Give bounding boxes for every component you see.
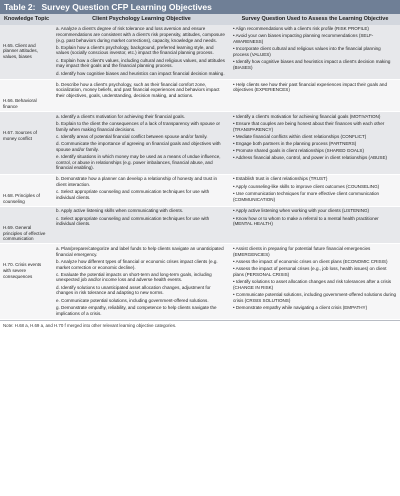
learning-objective-item: e. Communicate potential solutions, including government-offered solutions. [56,297,209,303]
learning-objective-item: b. Explain to the client the consequences of a lack of transparency with spouse or family when making financial decisions. [56,120,221,132]
learning-objective-item: b. Describe how a client's psychology, such as their financial comfort zone, socialization, money beliefs, and past financial experiences and behaviors impact their objectives, goals, understanding, decision making, and actions. [56,81,220,99]
learning-objective-item: b. Analyze how different types of financial or economic crises impact clients (e.g. market correction or economic decline). [56,258,218,270]
survey-question-cell [230,112,400,175]
learning-objective-cell [53,112,230,175]
table-title [0,0,400,14]
learning-objective-item: c. Select appropriate counseling and communication techniques for use with individual clients. [56,215,210,227]
survey-question-item: • Ensure that couples are being honest about their finances with each other (TRANSPARENCY) [233,120,385,132]
knowledge-topic-cell: H.68. Principles of counseling [0,174,53,206]
learning-objective-cell [53,174,230,206]
table-row [0,25,400,80]
table-caption: Survey Question CFP Learning Objectives [41,2,212,12]
survey-question-item: • Establish trust in client relationships (TRUST) [233,176,328,182]
survey-question-item: • Identify solutions to asset allocation changes and risk tolerances after a crisis (CHANGE IN RISK) [233,278,392,290]
learning-objective-item: d. Communicate the importance of agreeing on financial goals and objectives with spouse and/or family. [56,140,221,152]
learning-objective-item: c. Select appropriate counseling and communication techniques for use with individual clients. [56,189,210,201]
learning-objective-item: e. Identify situations in which money may be used as a means of undue influence, control, or abuse in relationships (e.g. power imbalances, financial abuse, and financial enabling). [56,153,221,171]
table-row [0,80,400,112]
learning-objective-item: a. Analyze a client's degree of risk tolerance and loss aversion and ensure recommendations are consistent with a client's risk propensity, attitudes, composure (e.g. past behaviors during market corrections), capacity, knowledge and needs. [56,26,225,43]
header-client-psychology-objective: Client Psychology Learning Objective [53,14,230,25]
learning-objective-item: c. Identify areas of potential financial conflict between spouse and/or family. [56,133,208,139]
knowledge-topic-cell: H.70. Crisis events with severe consequences [0,244,53,320]
learning-objective-cell [53,206,230,244]
learning-objective-cell [53,244,230,320]
learning-objective-cell [53,25,230,80]
knowledge-topic-cell: H.66. Behavioral finance [0,80,53,112]
survey-question-item: • Assess the impact of economic crises on client plans (ECONOMIC CRISIS) [233,258,388,264]
survey-question-item: • Apply counseling-like skills to improve client outcomes (COUNSELING) [233,183,380,189]
table-row [0,174,400,206]
survey-question-item: • Engage both partners in the planning process (PARTNERS) [233,140,357,146]
survey-question-cell [230,25,400,80]
table-note: Note: H.68 a, H.69 a, and H.70 f merged into other relevant learning objective categories. [0,320,400,331]
survey-question-item: • Identify how cognitive biases and heuristics impact a client's decision making (BIASES) [233,59,391,70]
survey-question-item: • Apply active listening when working with your clients (LISTENING) [233,208,370,214]
knowledge-topic-cell: H.65. Client and planner attitudes, values, biases [0,25,53,80]
learning-objectives-table [0,14,400,320]
survey-question-cell [230,80,400,112]
header-survey-question: Survey Question Used to Assess the Learning Objective [230,14,400,25]
learning-objective-item: b. Demonstrate how a planner can develop a relationship of honesty and trust in client interaction. [56,176,218,188]
learning-objective-item: c. Explain how a client's values, including cultural and religious values, and attitudes may impact their goals and the financial planning process. [56,57,225,69]
survey-question-item: • Promote shared goals in client relationships (SHARED GOALS) [233,148,364,154]
learning-objective-item: a. Plan/prepare/categorize and label funds to help clients navigate an unanticipated financial emergency. [56,245,224,257]
survey-question-item: • Mediate financial conflicts within client relationships (CONFLICT) [233,133,367,139]
survey-question-item: • Assess the impact of personal crises (e.g., job loss, health issues) on client plans (PERSONAL CRISIS) [233,266,387,277]
header-knowledge-topic: Knowledge Topic [0,14,53,25]
learning-objective-cell [53,80,230,112]
knowledge-topic-cell: H.67. Sources of money conflict [0,112,53,175]
table-number: Table 2: [4,2,36,12]
learning-objective-item: b. Explain how a client's psychology, background, preferred learning style, and values (socially conscious investor, etc.) impact the financial planning process. [56,44,214,56]
survey-question-item: • Assist clients in preparing for potential future financial emergencies (EMERGENCIES) [233,245,371,257]
survey-question-item: • Avoid your own biases impacting planning recommendations (SELF-AWARENESS) [233,33,374,44]
learning-objective-item: d. Identify solutions to unanticipated asset allocation changes, adjustment for changes in risk tolerance and adapting to new norms. [56,284,211,296]
survey-question-item: • Identify a client's motivation for achieving financial goals (MOTIVATION) [233,113,381,119]
header-row [0,14,400,25]
table-row [0,206,400,244]
learning-objective-item: c. Evaluate the potential impacts on short-term and long-term goals, including unexpected job and/or income loss and adverse health events. [56,271,212,283]
learning-objective-item: b. Apply active listening skills when communicating with clients. [56,208,184,214]
survey-question-item: • Address financial abuse, control, and power in client relationships (ABUSE) [233,155,387,161]
survey-question-item: • Know how or to whom to make a referral to a mental health practitioner (MENTAL HEALTH) [233,215,379,227]
survey-question-item: • Align recommendations with a client's risk profile (RISK PROFILE) [233,26,369,32]
survey-question-item: • Use communication techniques for more effective client communication (COMMUNICATION) [233,190,380,202]
table-row [0,112,400,175]
knowledge-topic-cell: H.69. General principles of effective communication [0,206,53,244]
table-row [0,244,400,320]
learning-objective-item: d. Identify how cognitive biases and heuristics can impact financial decision making. [56,70,225,76]
survey-question-cell [230,206,400,244]
survey-question-item: • Incorporate client cultural and religious values into the financial planning process (VALUES) [233,46,381,57]
learning-objective-item: a. Identify a client's motivation for achieving their financial goals. [56,113,186,119]
learning-objective-item: g. Demonstrate empathy, reliability, and competence to help clients navigate the implications of a crisis. [56,304,217,316]
survey-question-cell [230,244,400,320]
survey-question-item: • Help clients see how their past financial experiences impact their goals and objectives (EXPERIENCES) [233,81,387,93]
survey-question-item: • Communicate potential solutions, including government-offered solutions during crisis (CRISIS SOLUTIONS) [233,291,397,303]
survey-question-cell [230,174,400,206]
survey-question-item: • Demonstrate empathy while navigating a client crisis (EMPATHY) [233,304,368,310]
